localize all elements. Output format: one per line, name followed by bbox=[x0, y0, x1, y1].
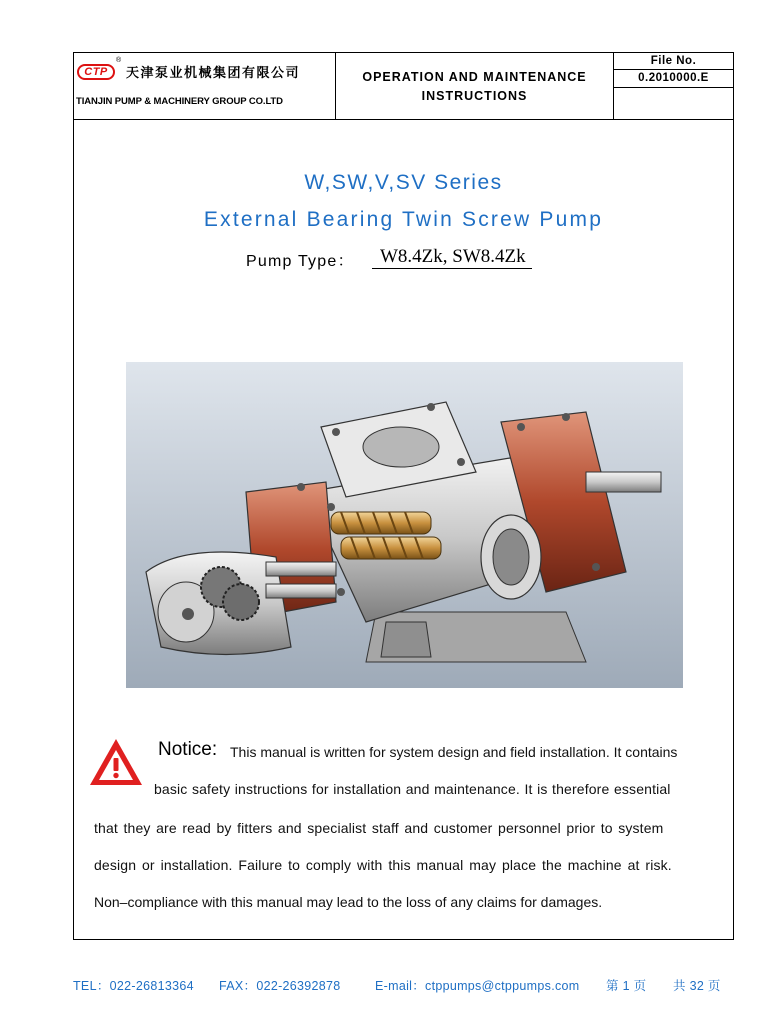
footer-email[interactable]: E-mail：ctppumps@ctppumps.com bbox=[375, 979, 580, 993]
company-cell bbox=[74, 53, 336, 119]
pump-cutaway-image bbox=[126, 362, 683, 688]
document-title-cell bbox=[336, 53, 614, 119]
footer-tel: TEL：022-26813364 bbox=[73, 979, 194, 993]
registered-mark: ® bbox=[116, 57, 122, 64]
warning-triangle-icon bbox=[88, 736, 144, 788]
company-name-chinese: 天津泵业机械集团有限公司 bbox=[126, 66, 301, 81]
notice-line-5: Non–compliance with this manual may lead to the loss of any claims for damages. bbox=[94, 894, 603, 910]
footer-fax: FAX：022-26392878 bbox=[219, 979, 341, 993]
notice-line-2: basic safety instructions for installation and maintenance. It is therefore essential bbox=[154, 781, 671, 797]
document-title-line1: OPERATION AND MAINTENANCE bbox=[362, 70, 587, 84]
document-title bbox=[336, 68, 613, 106]
footer-total-pages: 共 32 页 bbox=[673, 979, 721, 993]
document-title-line2: INSTRUCTIONS bbox=[421, 89, 528, 103]
page-frame bbox=[73, 52, 734, 940]
notice-label: Notice: bbox=[158, 739, 218, 760]
document-header bbox=[74, 53, 733, 120]
notice-line-1: This manual is written for system design and field installation. It contains bbox=[230, 744, 678, 760]
series-title: W,SW,V,SV Series bbox=[304, 171, 503, 194]
pump-type-label: Pump Type： bbox=[246, 253, 355, 270]
file-number-cell bbox=[614, 53, 733, 119]
company-name-english: TIANJIN PUMP & MACHINERY GROUP CO.LTD bbox=[76, 96, 283, 107]
notice-line-3: that they are read by fitters and specialist staff and customer personnel prior to system bbox=[94, 820, 664, 836]
file-number-label: File No. bbox=[614, 53, 733, 70]
notice-line-4: design or installation. Failure to comply with this manual may place the machine at risk. bbox=[94, 857, 672, 873]
product-subtitle: External Bearing Twin Screw Pump bbox=[203, 208, 604, 231]
ctp-logo: CTP bbox=[77, 64, 115, 80]
pump-type-value: W8.4Zk, SW8.4Zk bbox=[372, 246, 532, 269]
footer-page-number: 第 1 页 bbox=[606, 979, 647, 993]
file-number-value: 0.2010000.E bbox=[614, 70, 733, 88]
